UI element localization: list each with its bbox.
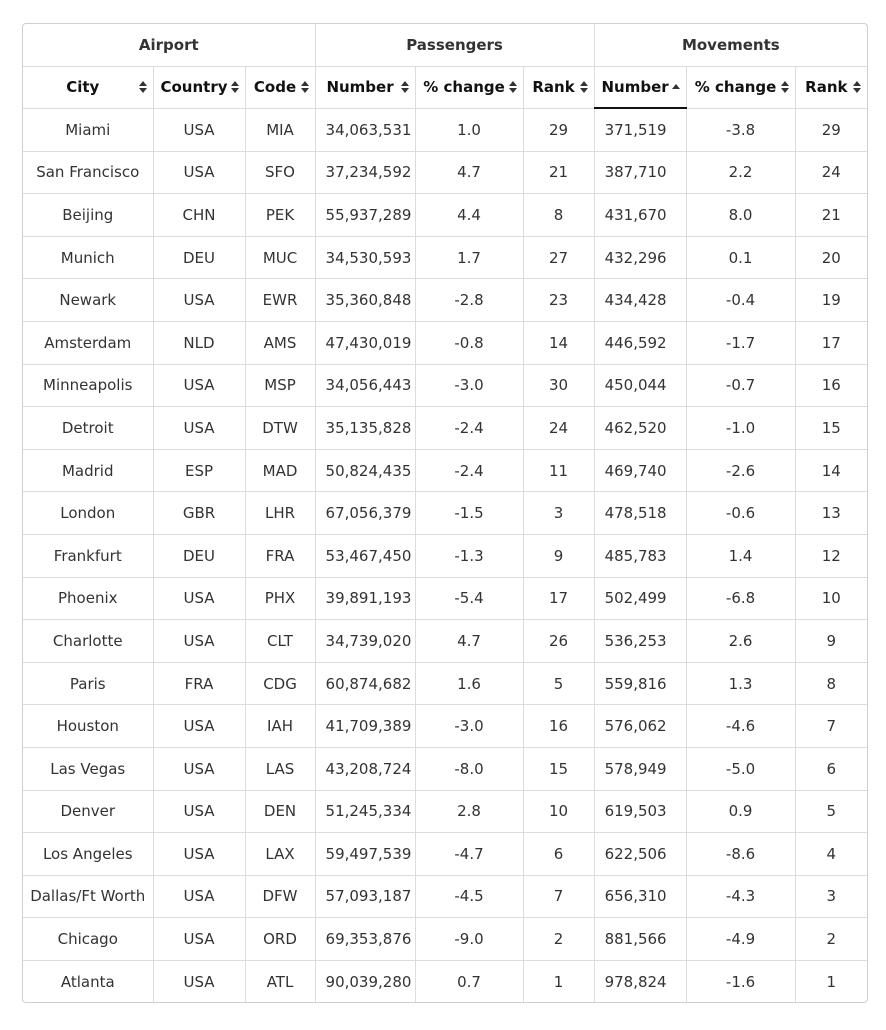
cell-movements-number: 434,428: [594, 279, 686, 322]
cell-country: USA: [153, 364, 245, 407]
cell-city: Denver: [23, 790, 153, 833]
cell-passengers-number: 37,234,592: [315, 151, 415, 194]
cell-passengers-number: 55,937,289: [315, 194, 415, 237]
cell-city: Newark: [23, 279, 153, 322]
cell-city: Madrid: [23, 449, 153, 492]
column-header-movements-rank[interactable]: [795, 67, 867, 109]
cell-movements-rank: 1: [795, 960, 867, 1002]
cell-city: San Francisco: [23, 151, 153, 194]
cell-passengers-rank: 8: [523, 194, 594, 237]
cell-code: PHX: [245, 577, 315, 620]
column-header-label: Rank: [805, 78, 848, 97]
cell-passengers-change: 2.8: [415, 790, 523, 833]
cell-passengers-rank: 3: [523, 492, 594, 535]
cell-country: USA: [153, 918, 245, 961]
table-row: [23, 151, 867, 194]
cell-movements-change: 8.0: [686, 194, 795, 237]
cell-passengers-change: -0.8: [415, 321, 523, 364]
table-row: [23, 577, 867, 620]
column-header-country[interactable]: [153, 67, 245, 109]
cell-movements-rank: 6: [795, 747, 867, 790]
table-row: [23, 407, 867, 450]
cell-city: Munich: [23, 236, 153, 279]
cell-movements-number: 478,518: [594, 492, 686, 535]
cell-passengers-rank: 26: [523, 620, 594, 663]
cell-passengers-number: 34,063,531: [315, 108, 415, 151]
cell-movements-rank: 29: [795, 108, 867, 151]
cell-code: MSP: [245, 364, 315, 407]
cell-passengers-rank: 7: [523, 875, 594, 918]
cell-code: EWR: [245, 279, 315, 322]
cell-movements-change: 1.4: [686, 534, 795, 577]
cell-passengers-number: 39,891,193: [315, 577, 415, 620]
cell-city: London: [23, 492, 153, 535]
group-header-passengers: Passengers: [315, 24, 594, 67]
cell-passengers-change: 4.4: [415, 194, 523, 237]
sort-toggle-icon[interactable]: [781, 81, 789, 93]
column-header-label: Rank: [532, 78, 575, 97]
cell-passengers-rank: 10: [523, 790, 594, 833]
cell-movements-number: 446,592: [594, 321, 686, 364]
cell-passengers-change: 1.0: [415, 108, 523, 151]
cell-movements-rank: 24: [795, 151, 867, 194]
cell-code: MAD: [245, 449, 315, 492]
sort-toggle-icon[interactable]: [301, 81, 309, 93]
cell-code: LAX: [245, 833, 315, 876]
sort-toggle-icon[interactable]: [580, 81, 588, 93]
cell-movements-change: 2.6: [686, 620, 795, 663]
cell-passengers-change: -1.5: [415, 492, 523, 535]
cell-code: PEK: [245, 194, 315, 237]
sort-toggle-icon[interactable]: [509, 81, 517, 93]
cell-passengers-rank: 9: [523, 534, 594, 577]
cell-passengers-change: -2.4: [415, 449, 523, 492]
cell-movements-change: -1.0: [686, 407, 795, 450]
cell-movements-number: 881,566: [594, 918, 686, 961]
cell-country: NLD: [153, 321, 245, 364]
cell-passengers-number: 35,135,828: [315, 407, 415, 450]
airport-table: [23, 24, 867, 1002]
cell-movements-number: 387,710: [594, 151, 686, 194]
cell-movements-number: 622,506: [594, 833, 686, 876]
cell-movements-number: 450,044: [594, 364, 686, 407]
cell-passengers-change: -3.0: [415, 364, 523, 407]
column-header-label: Number: [326, 78, 394, 97]
table-row: [23, 321, 867, 364]
cell-code: LHR: [245, 492, 315, 535]
sort-toggle-icon[interactable]: [401, 81, 409, 93]
cell-movements-rank: 10: [795, 577, 867, 620]
cell-movements-change: -8.6: [686, 833, 795, 876]
cell-movements-rank: 14: [795, 449, 867, 492]
table-row: [23, 449, 867, 492]
cell-passengers-number: 43,208,724: [315, 747, 415, 790]
cell-passengers-rank: 27: [523, 236, 594, 279]
cell-movements-rank: 2: [795, 918, 867, 961]
cell-movements-number: 559,816: [594, 662, 686, 705]
table-row: [23, 534, 867, 577]
cell-passengers-change: -8.0: [415, 747, 523, 790]
group-header-airport: Airport: [23, 24, 315, 67]
cell-movements-number: 578,949: [594, 747, 686, 790]
cell-movements-change: 0.9: [686, 790, 795, 833]
table-body: [23, 108, 867, 1002]
group-header-movements: Movements: [594, 24, 867, 67]
sort-toggle-icon[interactable]: [231, 81, 239, 93]
cell-movements-number: 371,519: [594, 108, 686, 151]
cell-movements-rank: 4: [795, 833, 867, 876]
cell-code: AMS: [245, 321, 315, 364]
cell-code: ORD: [245, 918, 315, 961]
cell-movements-change: -0.4: [686, 279, 795, 322]
cell-passengers-change: -1.3: [415, 534, 523, 577]
cell-country: USA: [153, 279, 245, 322]
cell-passengers-number: 51,245,334: [315, 790, 415, 833]
cell-passengers-rank: 24: [523, 407, 594, 450]
column-header-movements-change[interactable]: [686, 67, 795, 109]
cell-city: Los Angeles: [23, 833, 153, 876]
column-header-label: % change: [694, 78, 777, 97]
cell-city: Paris: [23, 662, 153, 705]
cell-passengers-rank: 1: [523, 960, 594, 1002]
cell-movements-number: 462,520: [594, 407, 686, 450]
cell-passengers-number: 59,497,539: [315, 833, 415, 876]
table-row: [23, 875, 867, 918]
cell-movements-change: -3.8: [686, 108, 795, 151]
cell-movements-rank: 12: [795, 534, 867, 577]
table-row: [23, 705, 867, 748]
sort-ascending-icon[interactable]: [672, 81, 680, 93]
cell-passengers-rank: 11: [523, 449, 594, 492]
cell-country: USA: [153, 833, 245, 876]
cell-country: USA: [153, 875, 245, 918]
cell-passengers-number: 53,467,450: [315, 534, 415, 577]
table-row: [23, 492, 867, 535]
cell-city: Charlotte: [23, 620, 153, 663]
column-header-label: Code: [253, 78, 297, 97]
table-row: [23, 790, 867, 833]
cell-country: USA: [153, 577, 245, 620]
airport-table-container: [22, 23, 868, 1003]
cell-city: Atlanta: [23, 960, 153, 1002]
column-header-passengers-number[interactable]: [315, 67, 415, 109]
cell-movements-rank: 13: [795, 492, 867, 535]
cell-passengers-change: -3.0: [415, 705, 523, 748]
table-row: [23, 194, 867, 237]
table-row: [23, 960, 867, 1002]
table-row: [23, 279, 867, 322]
cell-passengers-number: 57,093,187: [315, 875, 415, 918]
cell-code: SFO: [245, 151, 315, 194]
cell-passengers-number: 47,430,019: [315, 321, 415, 364]
sort-toggle-icon[interactable]: [853, 81, 861, 93]
cell-movements-change: -1.6: [686, 960, 795, 1002]
sort-toggle-icon[interactable]: [139, 81, 147, 93]
cell-country: USA: [153, 151, 245, 194]
cell-movements-change: -0.6: [686, 492, 795, 535]
cell-passengers-change: -5.4: [415, 577, 523, 620]
cell-city: Minneapolis: [23, 364, 153, 407]
column-header-code[interactable]: [245, 67, 315, 109]
cell-passengers-change: -2.4: [415, 407, 523, 450]
cell-movements-rank: 17: [795, 321, 867, 364]
cell-country: USA: [153, 108, 245, 151]
cell-movements-change: 0.1: [686, 236, 795, 279]
cell-movements-change: -1.7: [686, 321, 795, 364]
cell-movements-change: -2.6: [686, 449, 795, 492]
cell-country: USA: [153, 960, 245, 1002]
table-row: [23, 833, 867, 876]
cell-code: IAH: [245, 705, 315, 748]
cell-country: GBR: [153, 492, 245, 535]
cell-movements-number: 432,296: [594, 236, 686, 279]
cell-movements-number: 576,062: [594, 705, 686, 748]
cell-passengers-rank: 2: [523, 918, 594, 961]
cell-code: MIA: [245, 108, 315, 151]
cell-movements-number: 656,310: [594, 875, 686, 918]
cell-country: USA: [153, 620, 245, 663]
cell-movements-change: 2.2: [686, 151, 795, 194]
column-header-movements-number[interactable]: [594, 67, 686, 109]
cell-code: DFW: [245, 875, 315, 918]
cell-country: DEU: [153, 236, 245, 279]
cell-code: DTW: [245, 407, 315, 450]
cell-passengers-change: 0.7: [415, 960, 523, 1002]
cell-movements-number: 536,253: [594, 620, 686, 663]
cell-passengers-rank: 6: [523, 833, 594, 876]
cell-city: Chicago: [23, 918, 153, 961]
cell-country: USA: [153, 407, 245, 450]
cell-city: Dallas/Ft Worth: [23, 875, 153, 918]
table-row: [23, 236, 867, 279]
cell-city: Las Vegas: [23, 747, 153, 790]
cell-passengers-number: 60,874,682: [315, 662, 415, 705]
cell-movements-rank: 19: [795, 279, 867, 322]
cell-passengers-rank: 17: [523, 577, 594, 620]
cell-city: Frankfurt: [23, 534, 153, 577]
cell-passengers-change: 4.7: [415, 151, 523, 194]
cell-code: CDG: [245, 662, 315, 705]
cell-passengers-rank: 30: [523, 364, 594, 407]
cell-passengers-number: 34,739,020: [315, 620, 415, 663]
cell-movements-rank: 21: [795, 194, 867, 237]
cell-country: DEU: [153, 534, 245, 577]
cell-passengers-change: -4.7: [415, 833, 523, 876]
cell-country: FRA: [153, 662, 245, 705]
cell-city: Miami: [23, 108, 153, 151]
cell-code: ATL: [245, 960, 315, 1002]
cell-country: CHN: [153, 194, 245, 237]
cell-passengers-number: 35,360,848: [315, 279, 415, 322]
cell-passengers-number: 34,056,443: [315, 364, 415, 407]
cell-movements-number: 978,824: [594, 960, 686, 1002]
cell-passengers-number: 34,530,593: [315, 236, 415, 279]
column-header-label: Number: [601, 78, 669, 96]
cell-passengers-rank: 21: [523, 151, 594, 194]
cell-passengers-rank: 15: [523, 747, 594, 790]
cell-passengers-rank: 16: [523, 705, 594, 748]
cell-country: USA: [153, 747, 245, 790]
cell-movements-rank: 8: [795, 662, 867, 705]
cell-movements-change: -5.0: [686, 747, 795, 790]
cell-movements-rank: 16: [795, 364, 867, 407]
cell-country: USA: [153, 705, 245, 748]
column-header-passengers-rank[interactable]: [523, 67, 594, 109]
cell-movements-number: 469,740: [594, 449, 686, 492]
cell-passengers-rank: 14: [523, 321, 594, 364]
cell-movements-change: -4.6: [686, 705, 795, 748]
cell-movements-number: 485,783: [594, 534, 686, 577]
table-row: [23, 918, 867, 961]
cell-movements-number: 619,503: [594, 790, 686, 833]
cell-city: Amsterdam: [23, 321, 153, 364]
cell-movements-number: 431,670: [594, 194, 686, 237]
cell-movements-rank: 9: [795, 620, 867, 663]
cell-passengers-change: -2.8: [415, 279, 523, 322]
cell-passengers-number: 67,056,379: [315, 492, 415, 535]
cell-passengers-number: 41,709,389: [315, 705, 415, 748]
table-row: [23, 747, 867, 790]
cell-code: MUC: [245, 236, 315, 279]
cell-code: LAS: [245, 747, 315, 790]
cell-passengers-number: 90,039,280: [315, 960, 415, 1002]
cell-movements-change: 1.3: [686, 662, 795, 705]
table-row: [23, 108, 867, 151]
cell-movements-change: -6.8: [686, 577, 795, 620]
column-header-city[interactable]: [23, 67, 153, 109]
cell-passengers-rank: 23: [523, 279, 594, 322]
cell-code: DEN: [245, 790, 315, 833]
cell-movements-number: 502,499: [594, 577, 686, 620]
cell-movements-rank: 20: [795, 236, 867, 279]
cell-movements-rank: 3: [795, 875, 867, 918]
table-row: [23, 620, 867, 663]
cell-movements-rank: 5: [795, 790, 867, 833]
cell-movements-rank: 15: [795, 407, 867, 450]
column-header-passengers-change[interactable]: [415, 67, 523, 109]
cell-passengers-change: 4.7: [415, 620, 523, 663]
column-header-label: City: [66, 78, 100, 97]
cell-passengers-change: -4.5: [415, 875, 523, 918]
cell-movements-rank: 7: [795, 705, 867, 748]
cell-city: Houston: [23, 705, 153, 748]
column-header-label: % change: [423, 78, 505, 97]
cell-passengers-number: 50,824,435: [315, 449, 415, 492]
cell-country: USA: [153, 790, 245, 833]
cell-code: CLT: [245, 620, 315, 663]
cell-passengers-rank: 5: [523, 662, 594, 705]
column-header-label: Country: [160, 78, 228, 97]
cell-passengers-rank: 29: [523, 108, 594, 151]
table-row: [23, 364, 867, 407]
cell-city: Detroit: [23, 407, 153, 450]
cell-passengers-change: -9.0: [415, 918, 523, 961]
cell-country: ESP: [153, 449, 245, 492]
cell-movements-change: -4.9: [686, 918, 795, 961]
cell-passengers-change: 1.7: [415, 236, 523, 279]
cell-city: Beijing: [23, 194, 153, 237]
cell-movements-change: -0.7: [686, 364, 795, 407]
cell-city: Phoenix: [23, 577, 153, 620]
cell-movements-change: -4.3: [686, 875, 795, 918]
cell-passengers-change: 1.6: [415, 662, 523, 705]
cell-passengers-number: 69,353,876: [315, 918, 415, 961]
cell-code: FRA: [245, 534, 315, 577]
table-row: [23, 662, 867, 705]
